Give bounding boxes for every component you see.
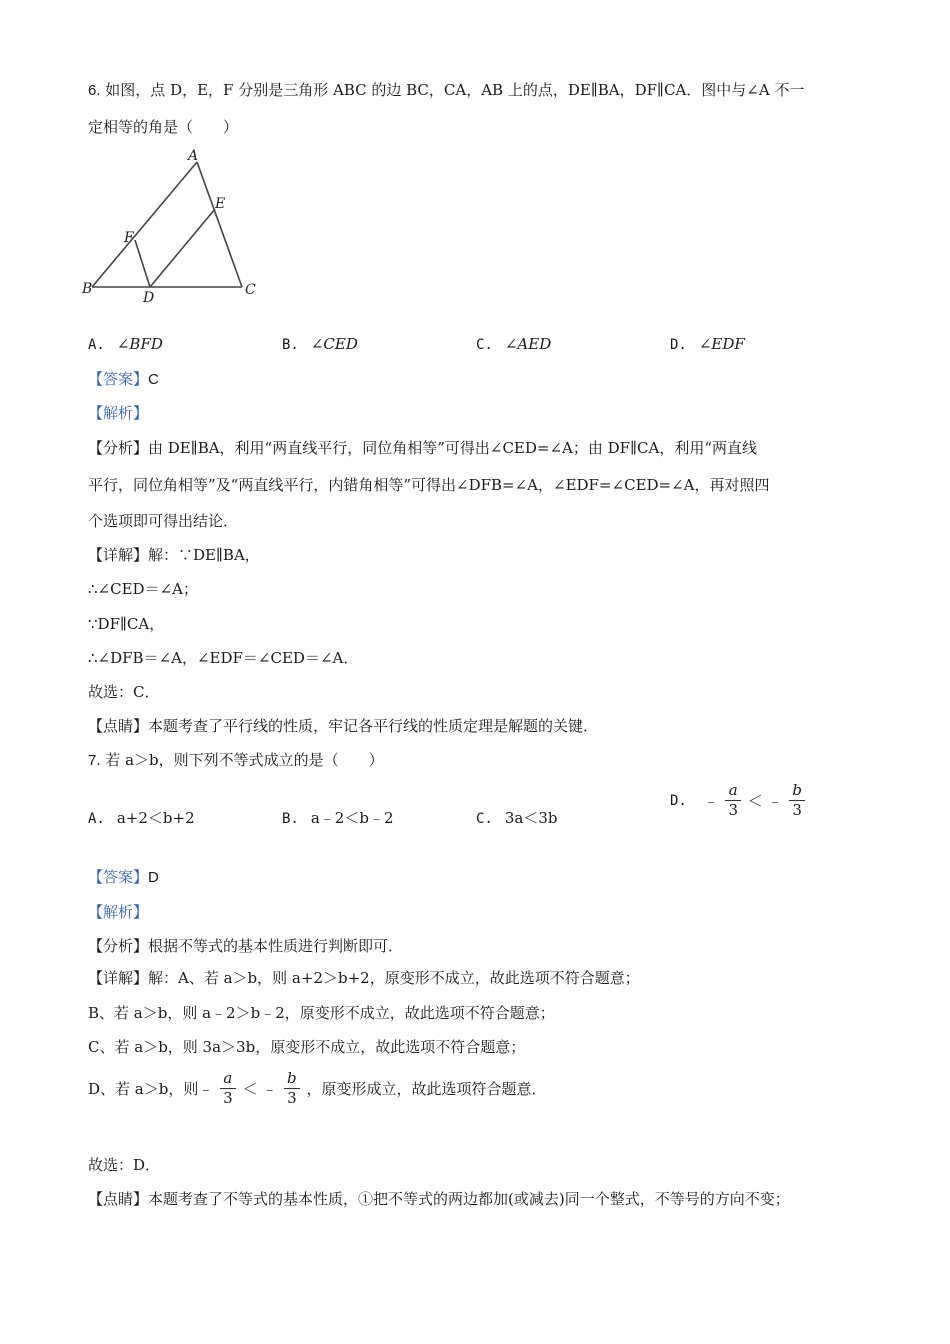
q7-option-a: A. a+2＜b+2 bbox=[88, 809, 195, 827]
q7-number: 7. bbox=[88, 752, 101, 769]
q6-option-b: B. ∠CED bbox=[282, 335, 358, 353]
q6-detail-line4: ∴∠DFB＝∠A，∠EDF＝∠CED＝∠A． bbox=[88, 649, 359, 667]
answer-value: D bbox=[148, 869, 159, 886]
q6-number: 6. bbox=[88, 82, 101, 99]
q6-triangle-figure bbox=[80, 140, 270, 305]
q7-stem: 7. 若 a＞b，则下列不等式成立的是（ ） bbox=[88, 751, 384, 769]
q6-stem-text1: 如图，点 D，E，F 分别是三角形 ABC 的边 BC，CA，AB 上的点，DE∥BA，DF∥CA．图中与∠A 不一 bbox=[105, 81, 805, 99]
q6-detail-line2: ∴∠CED＝∠A； bbox=[88, 580, 198, 598]
q6-stem-line2: 定相等的角是（ ） bbox=[88, 118, 239, 136]
q7-detail-line3: C、若 a＞b，则 3a＞3b，原变形不成立，故此选项不符合题意； bbox=[88, 1038, 526, 1056]
label-e: E bbox=[215, 196, 226, 212]
q7-detail-line1: 【详解】解：A、若 a＞b，则 a+2＞b+2，原变形不成立，故此选项不符合题意； bbox=[88, 969, 640, 987]
q6-detail-line1: 【详解】解：∵DE∥BA， bbox=[88, 546, 260, 564]
q6-answer bbox=[88, 369, 159, 390]
label-c: C bbox=[245, 282, 256, 298]
q6-fenxi-line3: 个选项即可得出结论． bbox=[88, 512, 239, 530]
side-ac bbox=[197, 162, 242, 287]
fraction-a-over-3: $\frac{a}{3}$ bbox=[725, 783, 741, 818]
q7-comment: 【点睛】本题考查了不等式的基本性质，①把不等式的两边都加(或减去)同一个整式，不等号的方向不变； bbox=[88, 1190, 790, 1208]
q6-option-d: D. ∠EDF bbox=[670, 335, 745, 353]
q7-detail-line4: D、若 a＞b，则﹣ $\frac{a}{3}$ ＜ ﹣ $\frac{b}{3}$ ，原变形成立，故此选项符合题意． bbox=[88, 1069, 547, 1107]
q6-fenxi-line2: 平行，同位角相等”及“两直线平行，内错角相等”可得出∠DFB=∠A，∠EDF=∠CED=∠A，再对照四 bbox=[88, 476, 770, 494]
q7-detail-line5: 故选：D． bbox=[88, 1156, 161, 1174]
q7-option-c: C. 3a＜3b bbox=[476, 809, 558, 827]
q6-detail-line3: ∵DF∥CA， bbox=[88, 615, 165, 633]
fraction-b-over-3: $\frac{b}{3}$ bbox=[789, 783, 805, 818]
q6-option-a: A. ∠BFD bbox=[88, 335, 163, 353]
q7-detail-line2: B、若 a＞b，则 a﹣2＞b﹣2，原变形不成立，故此选项不符合题意； bbox=[88, 1004, 555, 1022]
label-f: F bbox=[124, 230, 134, 246]
q6-option-c: C. ∠AED bbox=[476, 335, 552, 353]
segment-df bbox=[135, 240, 150, 287]
fraction-b-over-3: $\frac{b}{3}$ bbox=[284, 1071, 300, 1106]
q7-answer bbox=[88, 867, 159, 888]
q6-comment: 【点睛】本题考查了平行线的性质，牢记各平行线的性质定理是解题的关键． bbox=[88, 717, 599, 735]
q6-analysis-tag: 【解析】 bbox=[88, 404, 149, 422]
q6-detail-line5: 故选：C． bbox=[88, 683, 160, 701]
fraction-a-over-3: $\frac{a}{3}$ bbox=[220, 1071, 236, 1106]
q6-stem-line1 bbox=[88, 80, 804, 101]
q7-option-b: B. a﹣2＜b﹣2 bbox=[282, 809, 394, 827]
label-b: B bbox=[82, 281, 93, 297]
label-a: A bbox=[188, 148, 199, 164]
answer-tag: 【答案】 bbox=[88, 868, 149, 886]
q6-fenxi-line1: 【分析】由 DE∥BA，利用“两直线平行，同位角相等”可得出∠CED=∠A；由 DF∥CA，利用“两直线 bbox=[88, 439, 757, 457]
answer-value: C bbox=[148, 371, 159, 388]
label-d: D bbox=[143, 290, 155, 305]
segment-de bbox=[150, 209, 215, 287]
q7-fenxi: 【分析】根据不等式的基本性质进行判断即可． bbox=[88, 937, 404, 955]
answer-tag: 【答案】 bbox=[88, 370, 149, 388]
q7-option-d: D. ﹣ $\frac{a}{3}$ ＜ ﹣ $\frac{b}{3}$ bbox=[670, 783, 807, 818]
q7-analysis-tag: 【解析】 bbox=[88, 903, 149, 921]
